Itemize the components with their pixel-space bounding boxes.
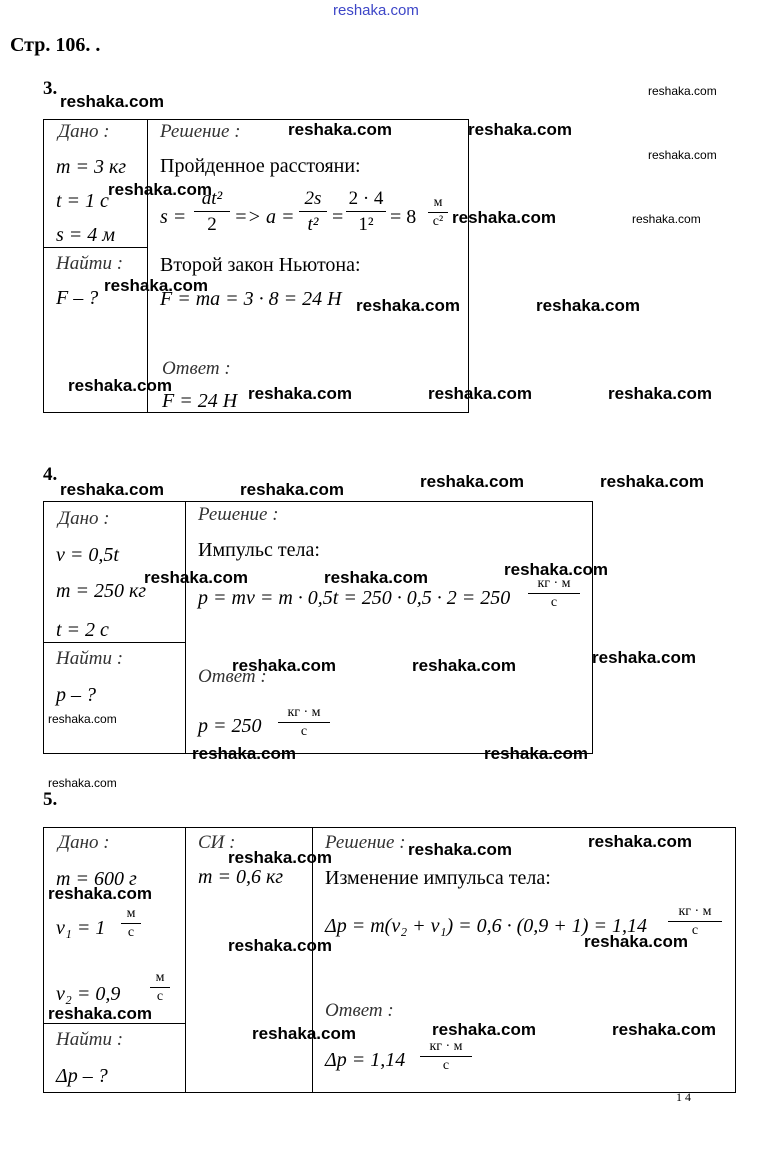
task-5-v1-unit-den: с [127, 925, 135, 940]
watermark: reshaka.com [240, 480, 344, 499]
watermark: reshaka.com [356, 296, 460, 315]
task-3-line-2: Второй закон Ньютона: [160, 254, 361, 276]
task-3-frac-3-num: 2 · 4 [348, 188, 384, 209]
watermark: reshaka.com [60, 92, 164, 111]
task-3-answer-label: Ответ : [162, 358, 231, 379]
task-5-given-m: m = 600 г [56, 868, 137, 890]
watermark: reshaka.com [484, 744, 588, 763]
task-5-v2-unit-num: м [155, 970, 165, 985]
task-3-line-1: Пройденное расстояни: [160, 155, 361, 177]
watermark: reshaka.com [104, 276, 208, 295]
task-3-given-divider [43, 247, 148, 248]
watermark: reshaka.com [632, 212, 701, 226]
watermark: reshaka.com [48, 712, 117, 726]
watermark: reshaka.com [48, 884, 152, 903]
task-5-eq1: Δp = m(v₂ + v₁) = 0,6 · (0,9 + 1) = 1,14 [325, 915, 647, 937]
watermark: reshaka.com [608, 384, 712, 403]
watermark: reshaka.com [468, 120, 572, 139]
task-5-answer-label: Ответ : [325, 1000, 394, 1021]
footer-mark: 1 4 [676, 1090, 691, 1104]
task-4-divider [185, 501, 186, 754]
task-3-divider [147, 119, 148, 413]
task-5-v2-unit [150, 971, 170, 1004]
watermark: reshaka.com [408, 840, 512, 859]
watermark: reshaka.com [612, 1020, 716, 1039]
watermark: reshaka.com [192, 744, 296, 763]
task-4-eq1: p = mv = m · 0,5t = 250 · 0,5 · 2 = 250 [198, 587, 511, 609]
watermark: reshaka.com [592, 648, 696, 667]
watermark: reshaka.com [252, 1024, 356, 1043]
task-5-given-v2: v₂ = 0,9 [56, 983, 121, 1005]
task-3-eq1-result: = 8 [390, 206, 417, 228]
task-4-line-1: Импульс тела: [198, 539, 320, 561]
task-5-find-label: Найти : [56, 1029, 124, 1050]
task-4-unit-den: с [550, 595, 558, 610]
task-3-frac-2-num: 2s [304, 188, 322, 209]
watermark: reshaka.com [536, 296, 640, 315]
task-5-v1-unit [121, 907, 141, 940]
task-4-answer-unit-num: кг · м [287, 705, 321, 720]
task-3-frac-2-den: t² [307, 214, 319, 235]
task-3-eq2: F = ma = 3 · 8 = 24 Н [160, 288, 342, 310]
watermark: reshaka.com [648, 84, 717, 98]
watermark: reshaka.com [228, 936, 332, 955]
task-5-number: 5. [43, 789, 58, 810]
task-4-given-t: t = 2 с [56, 619, 109, 641]
watermark: reshaka.com [144, 568, 248, 587]
task-5-find-value: Δp – ? [56, 1065, 108, 1087]
task-4-solution-label: Решение : [198, 504, 279, 525]
task-3-unit-num: м [433, 195, 443, 210]
watermark: reshaka.com [584, 932, 688, 951]
task-4-answer-unit [278, 706, 330, 739]
task-3-solution-label: Решение : [160, 121, 241, 142]
task-4-answer: p = 250 [198, 715, 262, 737]
task-5-answer-unit-den: с [442, 1058, 450, 1073]
watermark: reshaka.com [412, 656, 516, 675]
task-4-number: 4. [43, 464, 58, 485]
site-link[interactable]: reshaka.com [333, 2, 419, 19]
task-5-answer-unit [420, 1040, 472, 1073]
task-3-eq1-s: s = [160, 206, 187, 228]
task-3-unit [428, 196, 448, 229]
task-3-find-label: Найти : [56, 253, 124, 274]
task-5-divider-1 [185, 827, 186, 1093]
watermark: reshaka.com [108, 180, 212, 199]
task-5-unit-num: кг · м [678, 904, 712, 919]
watermark: reshaka.com [232, 656, 336, 675]
task-4-find-label: Найти : [56, 648, 124, 669]
task-5-answer-unit-num: кг · м [429, 1039, 463, 1054]
task-3-number: 3. [43, 78, 58, 99]
task-3-frac-3 [346, 189, 386, 234]
task-4-answer-label: Ответ : [198, 666, 267, 687]
watermark: reshaka.com [324, 568, 428, 587]
task-3-answer: F = 24 Н [162, 390, 238, 412]
task-3-given-label: Дано : [58, 121, 110, 142]
watermark: reshaka.com [420, 472, 524, 491]
task-3-unit-den: с² [432, 214, 444, 229]
watermark: reshaka.com [48, 776, 117, 790]
task-4-find-value: p – ? [56, 684, 96, 706]
watermark: reshaka.com [428, 384, 532, 403]
watermark: reshaka.com [600, 472, 704, 491]
task-5-si-label: СИ : [198, 832, 236, 853]
page-title: Стр. 106. . [10, 34, 101, 56]
task-4-unit-num: кг · м [537, 576, 571, 591]
watermark: reshaka.com [432, 1020, 536, 1039]
task-3-eq1-mid: => a = [234, 206, 295, 228]
task-4-answer-unit-den: с [300, 724, 308, 739]
task-3-given-t: t = 1 с [56, 190, 109, 212]
task-3-eq1-eq: = [332, 206, 344, 228]
task-5-unit-den: с [691, 923, 699, 938]
task-3-frac-3-den: 1² [358, 214, 374, 235]
watermark: reshaka.com [452, 208, 556, 227]
task-4-given-label: Дано : [58, 508, 110, 529]
task-4-given-m: m = 250 кг [56, 580, 147, 602]
watermark: reshaka.com [68, 376, 172, 395]
task-5-given-label: Дано : [58, 832, 110, 853]
task-5-si-value: m = 0,6 кг [198, 866, 284, 888]
watermark: reshaka.com [48, 1004, 152, 1023]
task-5-given-v1: v₁ = 1 [56, 917, 106, 939]
task-3-given-s: s = 4 м [56, 224, 116, 246]
watermark: reshaka.com [648, 148, 717, 162]
task-3-find-value: F – ? [56, 287, 99, 309]
watermark: reshaka.com [228, 848, 332, 867]
watermark: reshaka.com [248, 384, 352, 403]
task-4-given-divider [43, 642, 186, 643]
task-5-answer: Δp = 1,14 [325, 1049, 406, 1071]
task-3-frac-1-num: at² [201, 188, 223, 209]
task-5-solution-label: Решение : [325, 832, 406, 853]
watermark: reshaka.com [60, 480, 164, 499]
task-5-v1-unit-num: м [126, 906, 136, 921]
watermark: reshaka.com [288, 120, 392, 139]
watermark: reshaka.com [504, 560, 608, 579]
watermark: reshaka.com [588, 832, 692, 851]
task-5-line-1: Изменение импульса тела: [325, 867, 551, 889]
task-4-given-v: v = 0,5t [56, 544, 119, 566]
task-3-frac-1-den: 2 [207, 214, 217, 235]
task-3-given-m: m = 3 кг [56, 156, 127, 178]
task-4-unit [528, 577, 580, 610]
task-5-v2-unit-den: с [156, 989, 164, 1004]
task-3-frac-2 [299, 189, 327, 234]
